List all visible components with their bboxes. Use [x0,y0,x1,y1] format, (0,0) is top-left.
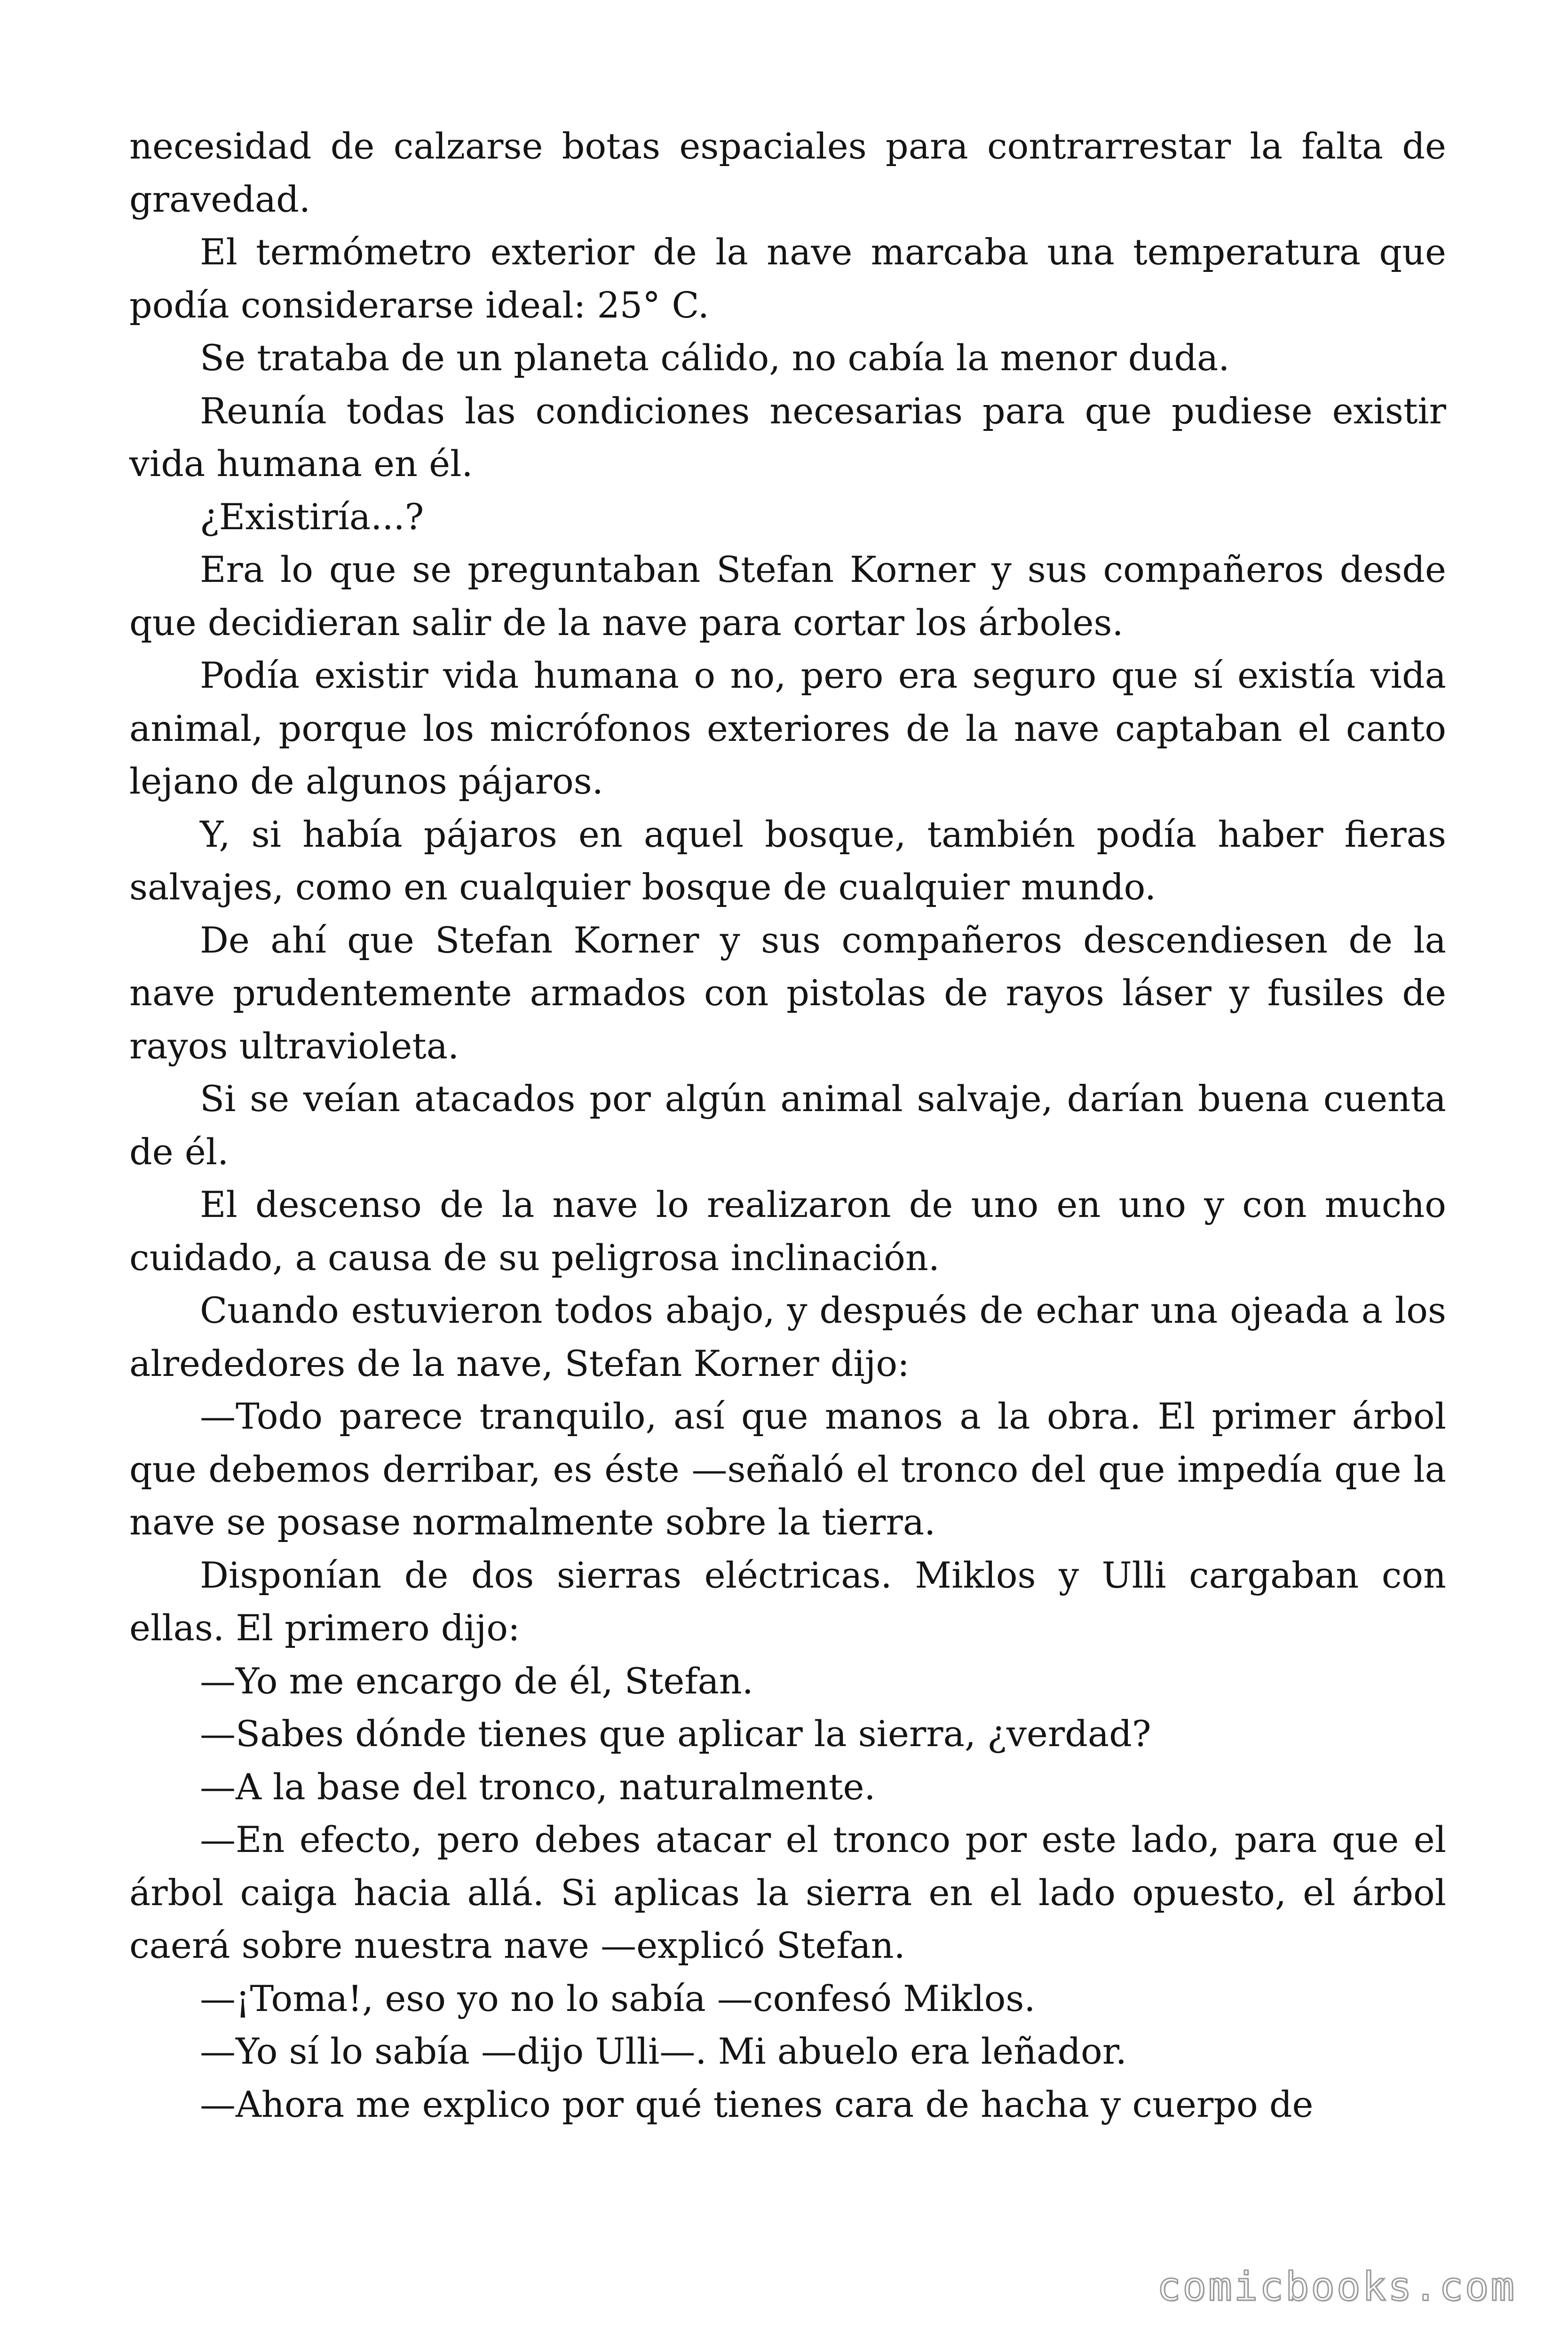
paragraph: Y, si había pájaros en aquel bosque, también podía haber fieras salvajes, como en cualquier bosque de cualquier mundo. [129,813,1446,908]
dialogue-paragraph: —Yo sí lo sabía —dijo Ulli—. Mi abuelo era leñador. [200,2030,1127,2072]
paragraph: El descenso de la nave lo realizaron de uno en uno y con mucho cuidado, a causa de su peligrosa inclinación. [129,1184,1446,1279]
watermark-logo: comicbooks.com [1156,2264,1516,2310]
paragraph: El termómetro exterior de la nave marcaba una temperatura que podía considerarse ideal: 25° C. [129,231,1446,326]
paragraph: Podía existir vida humana o no, pero era seguro que sí existía vida animal, porque los micrófonos exteriores de la nave captaban el canto lejano de algunos pájaros. [129,654,1446,802]
paragraph: Cuando estuvieron todos abajo, y después de echar una ojeada a los alrededores de la nave, Stefan Korner dijo: [129,1289,1446,1384]
dialogue-paragraph: —En efecto, pero debes atacar el tronco por este lado, para que el árbol caiga hacia allá. Si aplicas la sierra en el lado opuesto, el árbol caerá sobre nuestra nave —explicó Stefan. [129,1819,1446,1966]
dialogue-paragraph: —Sabes dónde tienes que aplicar la sierra, ¿verdad? [200,1713,1151,1755]
paragraph: Disponían de dos sierras eléctricas. Miklos y Ulli cargaban con ellas. El primero dijo: [129,1554,1446,1649]
paragraph: De ahí que Stefan Korner y sus compañeros descendiesen de la nave prudentemente armados con pistolas de rayos láser y fusiles de rayos ultravioleta. [129,919,1446,1067]
dialogue-paragraph: —A la base del tronco, naturalmente. [200,1765,876,1808]
paragraph: ¿Existiría...? [200,495,424,538]
dialogue-paragraph: —Yo me encargo de él, Stefan. [200,1660,753,1702]
paragraph: Reunía todas las condiciones necesarias para que pudiese existir vida humana en él. [129,389,1446,485]
paragraph: Era lo que se preguntaban Stefan Korner y sus compañeros desde que decidieran salir de la nave para cortar los árboles. [129,548,1446,644]
dialogue-paragraph: —Todo parece tranquilo, así que manos a la obra. El primer árbol que debemos derribar, es éste —señaló el tronco del que impedía que la nave se posase normalmente sobre la tierra. [129,1395,1446,1543]
dialogue-paragraph: —Ahora me explico por qué tienes cara de hacha y cuerpo de [200,2083,1314,2125]
paragraph: Se trataba de un planeta cálido, no cabía la menor duda. [200,337,1230,379]
paragraph: Si se veían atacados por algún animal salvaje, darían buena cuenta de él. [129,1078,1446,1173]
dialogue-paragraph: —¡Toma!, eso yo no lo sabía —confesó Miklos. [200,1977,1036,2019]
book-page-text [129,120,1446,2131]
paragraph: necesidad de calzarse botas espaciales para contrarrestar la falta de gravedad. [129,125,1446,220]
